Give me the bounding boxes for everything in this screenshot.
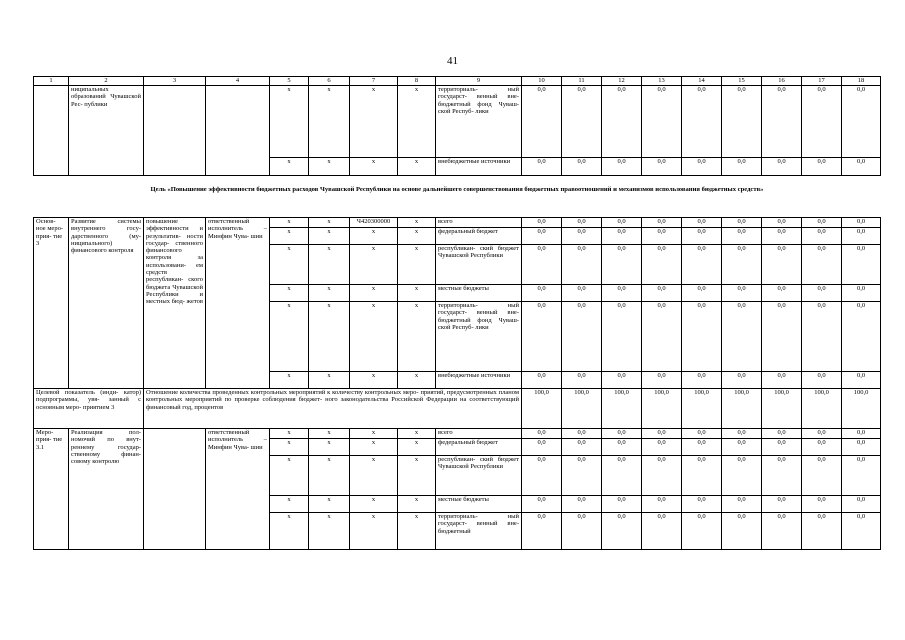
x-mark-cell: x bbox=[309, 456, 350, 496]
column-header: 16 bbox=[762, 77, 802, 86]
x-mark-cell: x bbox=[309, 496, 350, 513]
value-cell: 0,0 bbox=[522, 439, 562, 456]
value-cell: 0,0 bbox=[602, 439, 642, 456]
value-cell: 0,0 bbox=[762, 86, 802, 158]
value-cell: 0,0 bbox=[802, 158, 842, 176]
value-cell: 0,0 bbox=[522, 228, 562, 245]
value-cell: 100,0 bbox=[602, 389, 642, 429]
value-cell: 0,0 bbox=[762, 245, 802, 285]
x-mark-cell: x bbox=[270, 302, 309, 372]
value-cell: 0,0 bbox=[842, 158, 881, 176]
value-cell: 0,0 bbox=[602, 86, 642, 158]
value-cell: 0,0 bbox=[802, 372, 842, 389]
value-cell: 0,0 bbox=[762, 429, 802, 439]
value-cell: 0,0 bbox=[802, 228, 842, 245]
table-row bbox=[34, 77, 881, 86]
value-cell: 0,0 bbox=[842, 285, 881, 302]
value-cell: 0,0 bbox=[562, 439, 602, 456]
value-cell: 0,0 bbox=[602, 285, 642, 302]
value-cell: 0,0 bbox=[682, 218, 722, 228]
value-cell: 0,0 bbox=[762, 513, 802, 550]
value-cell: 0,0 bbox=[762, 285, 802, 302]
funding-source-cell: республикан- ский бюджет Чувашской Республики bbox=[436, 245, 522, 285]
value-cell: 0,0 bbox=[682, 158, 722, 176]
value-cell: 100,0 bbox=[722, 389, 762, 429]
value-cell: 0,0 bbox=[602, 372, 642, 389]
value-cell: 0,0 bbox=[722, 158, 762, 176]
value-cell: 0,0 bbox=[802, 285, 842, 302]
x-mark-cell: x bbox=[270, 513, 309, 550]
column-header: 17 bbox=[802, 77, 842, 86]
column-header: 18 bbox=[842, 77, 881, 86]
value-cell: 0,0 bbox=[682, 496, 722, 513]
x-mark-cell: x bbox=[350, 86, 398, 158]
value-cell: 0,0 bbox=[682, 372, 722, 389]
value-cell: 100,0 bbox=[842, 389, 881, 429]
x-mark-cell: x bbox=[309, 302, 350, 372]
value-cell: 0,0 bbox=[602, 496, 642, 513]
value-cell: 0,0 bbox=[842, 513, 881, 550]
value-cell: 0,0 bbox=[522, 429, 562, 439]
x-mark-cell: x bbox=[350, 456, 398, 496]
x-mark-cell: x bbox=[398, 429, 436, 439]
funding-source-cell: федеральный бюджет bbox=[436, 439, 522, 456]
funding-source-cell: территориаль- ный государст- венный вне- бюджетный фонд Чуваш- ской Респуб- лики bbox=[436, 86, 522, 158]
measure-name-cell: Реализация пол- номочий по внут- реннему государ- ственному финан- совому контролю bbox=[69, 429, 144, 550]
column-header: 3 bbox=[144, 77, 206, 86]
column-header: 13 bbox=[642, 77, 682, 86]
executor-cell: ответственный исполнитель – Минфин Чува- шии bbox=[206, 429, 270, 550]
value-cell: 0,0 bbox=[762, 158, 802, 176]
value-cell: 0,0 bbox=[842, 372, 881, 389]
funding-source-cell: внебюджетные источники bbox=[436, 158, 522, 176]
column-header: 4 bbox=[206, 77, 270, 86]
value-cell: 0,0 bbox=[602, 245, 642, 285]
goal-heading: Цель «Повышение эффективности бюджетных расходов Чувашской Республики на основе дальнейшего совершенствования бюджетных правоотношений и механизмов использования бюджетных средств» bbox=[34, 176, 881, 218]
value-cell: 0,0 bbox=[562, 218, 602, 228]
value-cell: 0,0 bbox=[642, 513, 682, 550]
x-mark-cell: x bbox=[398, 218, 436, 228]
value-cell: 0,0 bbox=[642, 245, 682, 285]
value-cell: 0,0 bbox=[842, 496, 881, 513]
column-header: 8 bbox=[398, 77, 436, 86]
value-cell: 0,0 bbox=[642, 86, 682, 158]
value-cell: 0,0 bbox=[642, 439, 682, 456]
column-header: 12 bbox=[602, 77, 642, 86]
column-header: 7 bbox=[350, 77, 398, 86]
value-cell: 0,0 bbox=[722, 86, 762, 158]
value-cell: 0,0 bbox=[642, 496, 682, 513]
value-cell: 100,0 bbox=[642, 389, 682, 429]
value-cell: 0,0 bbox=[762, 456, 802, 496]
x-mark-cell: x bbox=[398, 302, 436, 372]
column-header: 15 bbox=[722, 77, 762, 86]
goal-cell bbox=[144, 86, 206, 176]
x-mark-cell: x bbox=[309, 228, 350, 245]
funding-source-cell: внебюджетные источники bbox=[436, 372, 522, 389]
value-cell: 0,0 bbox=[562, 372, 602, 389]
x-mark-cell: x bbox=[398, 513, 436, 550]
value-cell: 0,0 bbox=[802, 456, 842, 496]
page-number: 41 bbox=[447, 55, 458, 67]
x-mark-cell: x bbox=[350, 513, 398, 550]
value-cell: 0,0 bbox=[602, 513, 642, 550]
column-header: 2 bbox=[69, 77, 144, 86]
budget-code-cell: Ч420300000 bbox=[350, 218, 398, 228]
x-mark-cell: x bbox=[350, 496, 398, 513]
measure-name-cell: ниципальных образований Чувашской Рес- публики bbox=[69, 86, 144, 176]
value-cell: 0,0 bbox=[682, 302, 722, 372]
x-mark-cell: x bbox=[398, 496, 436, 513]
value-cell: 0,0 bbox=[602, 429, 642, 439]
x-mark-cell: x bbox=[270, 496, 309, 513]
value-cell: 0,0 bbox=[762, 372, 802, 389]
column-header: 10 bbox=[522, 77, 562, 86]
x-mark-cell: x bbox=[350, 439, 398, 456]
x-mark-cell: x bbox=[350, 302, 398, 372]
value-cell: 0,0 bbox=[642, 302, 682, 372]
funding-source-cell: всего bbox=[436, 429, 522, 439]
column-header: 11 bbox=[562, 77, 602, 86]
value-cell: 100,0 bbox=[562, 389, 602, 429]
table-row bbox=[34, 218, 881, 228]
value-cell: 0,0 bbox=[562, 158, 602, 176]
value-cell: 0,0 bbox=[602, 456, 642, 496]
table-row bbox=[34, 389, 881, 429]
value-cell: 0,0 bbox=[562, 456, 602, 496]
value-cell: 0,0 bbox=[602, 228, 642, 245]
value-cell: 0,0 bbox=[522, 302, 562, 372]
x-mark-cell: x bbox=[398, 245, 436, 285]
table-row bbox=[34, 429, 881, 439]
value-cell: 0,0 bbox=[602, 218, 642, 228]
value-cell: 0,0 bbox=[762, 302, 802, 372]
value-cell: 0,0 bbox=[842, 228, 881, 245]
measure-type-cell bbox=[34, 86, 69, 176]
value-cell: 0,0 bbox=[562, 86, 602, 158]
value-cell: 0,0 bbox=[722, 439, 762, 456]
value-cell: 0,0 bbox=[682, 429, 722, 439]
value-cell: 0,0 bbox=[642, 372, 682, 389]
funding-source-cell: территориаль- ный государст- венный вне- бюджетный фонд Чуваш- ской Респуб- лики bbox=[436, 302, 522, 372]
x-mark-cell: x bbox=[270, 456, 309, 496]
x-mark-cell: x bbox=[270, 218, 309, 228]
x-mark-cell: x bbox=[309, 513, 350, 550]
value-cell: 0,0 bbox=[722, 285, 762, 302]
value-cell: 0,0 bbox=[522, 496, 562, 513]
column-header: 9 bbox=[436, 77, 522, 86]
value-cell: 0,0 bbox=[682, 86, 722, 158]
value-cell: 0,0 bbox=[722, 496, 762, 513]
value-cell: 0,0 bbox=[722, 245, 762, 285]
value-cell: 0,0 bbox=[802, 86, 842, 158]
x-mark-cell: x bbox=[309, 158, 350, 176]
value-cell: 0,0 bbox=[762, 439, 802, 456]
value-cell: 0,0 bbox=[562, 429, 602, 439]
x-mark-cell: x bbox=[350, 285, 398, 302]
x-mark-cell: x bbox=[398, 86, 436, 158]
value-cell: 0,0 bbox=[842, 245, 881, 285]
column-header: 5 bbox=[270, 77, 309, 86]
value-cell: 0,0 bbox=[602, 158, 642, 176]
value-cell: 0,0 bbox=[802, 496, 842, 513]
value-cell: 0,0 bbox=[642, 158, 682, 176]
value-cell: 0,0 bbox=[802, 429, 842, 439]
value-cell: 0,0 bbox=[682, 439, 722, 456]
value-cell: 0,0 bbox=[842, 456, 881, 496]
value-cell: 0,0 bbox=[562, 285, 602, 302]
indicator-text: Отношение количества проведенных контрольных мероприятий к количеству контрольных меро- приятий, предусмотренных планом контрольных мероприятий по проверке соблюдения бюджет- ного законодательства Российской Федерации на соответствующий финансовый год, процентов bbox=[144, 389, 522, 429]
value-cell: 0,0 bbox=[682, 456, 722, 496]
x-mark-cell: x bbox=[398, 228, 436, 245]
measure-name-cell: Развитие системы внутреннего госу- дарственного (му- ниципального) финансового контроля bbox=[69, 218, 144, 389]
x-mark-cell: x bbox=[270, 439, 309, 456]
value-cell: 0,0 bbox=[522, 86, 562, 158]
value-cell: 0,0 bbox=[722, 228, 762, 245]
value-cell: 0,0 bbox=[562, 302, 602, 372]
value-cell: 0,0 bbox=[522, 158, 562, 176]
x-mark-cell: x bbox=[309, 372, 350, 389]
x-mark-cell: x bbox=[350, 245, 398, 285]
table-row bbox=[34, 86, 881, 158]
value-cell: 0,0 bbox=[522, 456, 562, 496]
executor-cell: ответственный исполнитель – Минфин Чува- шии bbox=[206, 218, 270, 389]
value-cell: 100,0 bbox=[522, 389, 562, 429]
value-cell: 0,0 bbox=[642, 228, 682, 245]
x-mark-cell: x bbox=[398, 372, 436, 389]
x-mark-cell: x bbox=[309, 439, 350, 456]
x-mark-cell: x bbox=[309, 245, 350, 285]
x-mark-cell: x bbox=[350, 429, 398, 439]
goal-cell bbox=[144, 429, 206, 550]
program-table bbox=[33, 76, 881, 550]
value-cell: 0,0 bbox=[722, 372, 762, 389]
value-cell: 0,0 bbox=[842, 429, 881, 439]
x-mark-cell: x bbox=[398, 158, 436, 176]
value-cell: 0,0 bbox=[562, 245, 602, 285]
funding-source-cell: республикан- ский бюджет Чувашской Республики bbox=[436, 456, 522, 496]
value-cell: 0,0 bbox=[642, 218, 682, 228]
x-mark-cell: x bbox=[309, 86, 350, 158]
x-mark-cell: x bbox=[270, 86, 309, 158]
x-mark-cell: x bbox=[398, 285, 436, 302]
value-cell: 0,0 bbox=[842, 86, 881, 158]
value-cell: 0,0 bbox=[762, 496, 802, 513]
value-cell: 0,0 bbox=[602, 302, 642, 372]
x-mark-cell: x bbox=[350, 372, 398, 389]
measure-type-cell: Меро- прия- тие 3.1 bbox=[34, 429, 69, 550]
x-mark-cell: x bbox=[398, 439, 436, 456]
value-cell: 0,0 bbox=[682, 245, 722, 285]
value-cell: 0,0 bbox=[802, 245, 842, 285]
measure-type-cell: Основ- ное меро- прия- тие 3 bbox=[34, 218, 69, 389]
value-cell: 0,0 bbox=[682, 285, 722, 302]
value-cell: 0,0 bbox=[522, 245, 562, 285]
x-mark-cell: x bbox=[270, 228, 309, 245]
value-cell: 0,0 bbox=[842, 218, 881, 228]
value-cell: 0,0 bbox=[522, 513, 562, 550]
value-cell: 0,0 bbox=[682, 513, 722, 550]
value-cell: 0,0 bbox=[802, 218, 842, 228]
value-cell: 100,0 bbox=[802, 389, 842, 429]
value-cell: 0,0 bbox=[642, 285, 682, 302]
value-cell: 0,0 bbox=[522, 218, 562, 228]
value-cell: 0,0 bbox=[722, 218, 762, 228]
x-mark-cell: x bbox=[270, 285, 309, 302]
value-cell: 0,0 bbox=[722, 302, 762, 372]
value-cell: 100,0 bbox=[762, 389, 802, 429]
column-header: 1 bbox=[34, 77, 69, 86]
funding-source-cell: федеральный бюджет bbox=[436, 228, 522, 245]
x-mark-cell: x bbox=[398, 456, 436, 496]
value-cell: 0,0 bbox=[642, 429, 682, 439]
funding-source-cell: местные бюджеты bbox=[436, 496, 522, 513]
funding-source-cell: местные бюджеты bbox=[436, 285, 522, 302]
value-cell: 0,0 bbox=[802, 513, 842, 550]
value-cell: 0,0 bbox=[562, 513, 602, 550]
value-cell: 0,0 bbox=[802, 302, 842, 372]
value-cell: 0,0 bbox=[522, 372, 562, 389]
value-cell: 0,0 bbox=[842, 302, 881, 372]
value-cell: 0,0 bbox=[762, 218, 802, 228]
x-mark-cell: x bbox=[350, 228, 398, 245]
value-cell: 0,0 bbox=[842, 439, 881, 456]
value-cell: 0,0 bbox=[762, 228, 802, 245]
x-mark-cell: x bbox=[270, 372, 309, 389]
x-mark-cell: x bbox=[309, 285, 350, 302]
value-cell: 0,0 bbox=[722, 513, 762, 550]
value-cell: 100,0 bbox=[682, 389, 722, 429]
value-cell: 0,0 bbox=[722, 456, 762, 496]
table-row bbox=[34, 176, 881, 218]
goal-cell: повышение эффективности и результатив- ности государ- ственного финансового контроля за использовани- ем средств республикан- ского бюджета Чувашской Республики и местных бюд- жетов bbox=[144, 218, 206, 389]
x-mark-cell: x bbox=[270, 158, 309, 176]
x-mark-cell: x bbox=[270, 429, 309, 439]
value-cell: 0,0 bbox=[522, 285, 562, 302]
value-cell: 0,0 bbox=[642, 456, 682, 496]
x-mark-cell: x bbox=[309, 218, 350, 228]
value-cell: 0,0 bbox=[722, 429, 762, 439]
value-cell: 0,0 bbox=[682, 228, 722, 245]
funding-source-cell: всего bbox=[436, 218, 522, 228]
value-cell: 0,0 bbox=[802, 439, 842, 456]
x-mark-cell: x bbox=[350, 158, 398, 176]
value-cell: 0,0 bbox=[562, 496, 602, 513]
x-mark-cell: x bbox=[309, 429, 350, 439]
funding-source-cell: территориаль- ный государст- венный вне- бюджетный bbox=[436, 513, 522, 550]
column-header: 6 bbox=[309, 77, 350, 86]
value-cell: 0,0 bbox=[562, 228, 602, 245]
column-header: 14 bbox=[682, 77, 722, 86]
indicator-label: Целевой показатель (инди- катор) подпрограммы, увя- занный с основным меро- приятием 3 bbox=[34, 389, 144, 429]
executor-cell bbox=[206, 86, 270, 176]
x-mark-cell: x bbox=[270, 245, 309, 285]
